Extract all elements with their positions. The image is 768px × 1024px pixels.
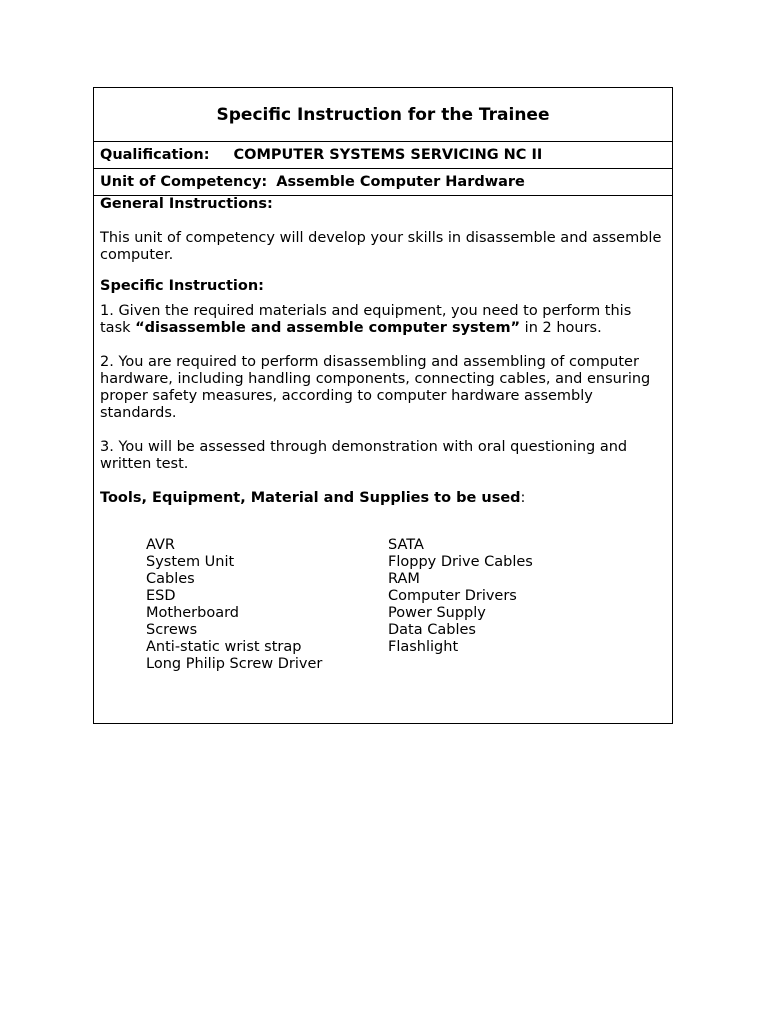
list-item: Data Cables xyxy=(388,622,476,638)
list-item: AVR xyxy=(146,537,175,553)
list-item: Motherboard xyxy=(146,605,240,621)
list-item: Cables xyxy=(146,571,195,587)
instructions-body xyxy=(94,196,672,673)
specific-instruction-heading: Specific Instruction: xyxy=(100,278,264,294)
tools-heading-line xyxy=(100,490,666,507)
qualification-row xyxy=(94,142,672,169)
sheet-title: Specific Instruction for the Trainee xyxy=(94,88,672,142)
specific-instruction-item-1 xyxy=(100,303,666,337)
list-item: Computer Drivers xyxy=(388,588,517,604)
list-item: Screws xyxy=(146,622,198,638)
general-instructions-heading: General Instructions: xyxy=(100,196,273,212)
tools-list xyxy=(100,537,666,673)
tools-column-2 xyxy=(388,537,533,673)
specific-instruction-item-2: 2. You are required to perform disassembling and assembling of computer hardware, including handling components, connecting cables, and ensuring proper safety measures, according to computer hardware assembly standards. xyxy=(100,354,651,421)
list-item: Power Supply xyxy=(388,605,486,621)
tools-heading-colon: : xyxy=(520,490,526,506)
list-item: Anti-static wrist strap xyxy=(146,639,302,655)
specific-instruction-item-3: 3. You will be assessed through demonstration with oral questioning and written test. xyxy=(100,439,628,472)
list-item: Long Philip Screw Driver xyxy=(146,656,323,672)
item-1-text: 1. Given the required materials and equipment, you need to perform this task xyxy=(100,303,632,336)
item-1-task-name: “disassemble and assemble computer system” xyxy=(135,320,521,336)
tools-heading: Tools, Equipment, Material and Supplies to be used xyxy=(100,490,521,506)
general-instructions-text: This unit of competency will develop your skills in disassemble and assemble computer. xyxy=(100,230,662,263)
list-item: ESD xyxy=(146,588,176,604)
list-item: SATA xyxy=(388,537,424,553)
unit-value: Assemble Computer Hardware xyxy=(276,174,525,190)
qualification-value: COMPUTER SYSTEMS SERVICING NC II xyxy=(233,147,543,163)
list-item: RAM xyxy=(388,571,420,587)
unit-label: Unit of Competency: xyxy=(100,174,268,190)
item-1-duration: in 2 hours. xyxy=(520,320,602,336)
list-item: Flashlight xyxy=(388,639,459,655)
list-item: System Unit xyxy=(146,554,235,570)
unit-of-competency-row xyxy=(94,169,672,196)
instruction-sheet xyxy=(93,87,673,724)
qualification-label: Qualification: xyxy=(100,147,210,163)
tools-column-1 xyxy=(146,537,388,673)
list-item: Floppy Drive Cables xyxy=(388,554,533,570)
